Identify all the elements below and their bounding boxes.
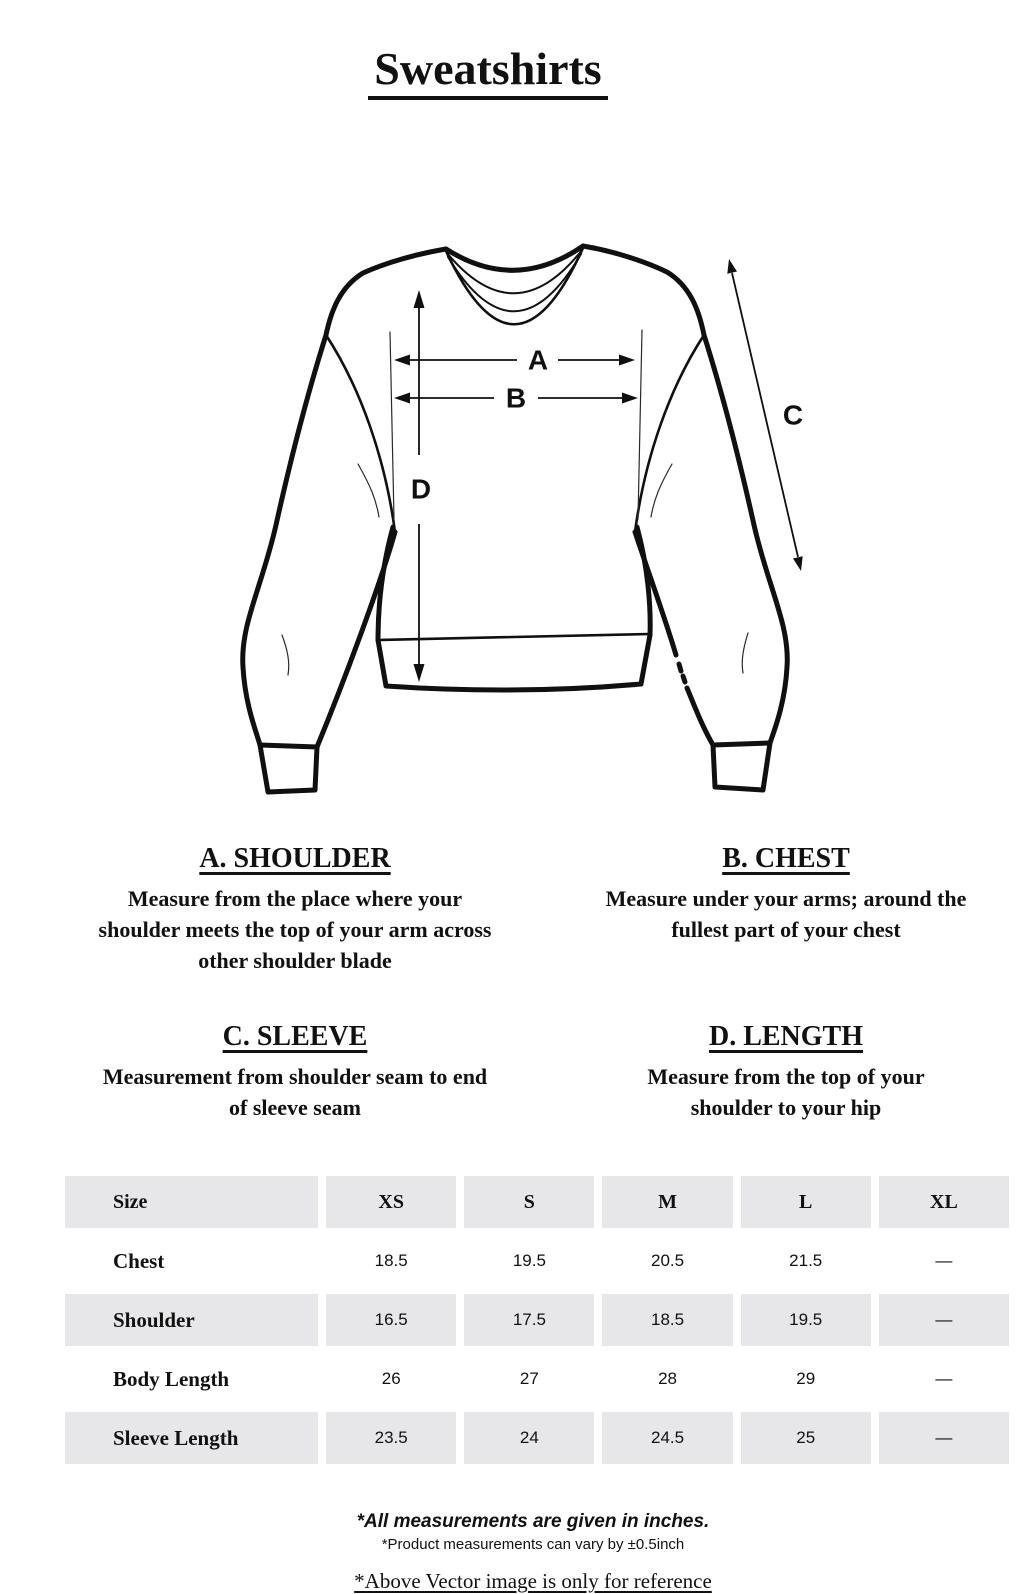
table-row-chest <box>65 1235 1009 1287</box>
left-cuff <box>260 745 317 792</box>
arrowhead-a-right <box>619 354 635 365</box>
table-row-shoulder <box>65 1294 1009 1346</box>
table-row-sleeve-length <box>65 1412 1009 1464</box>
size-value: — <box>879 1412 1009 1464</box>
size-value: 29 <box>796 1369 816 1389</box>
section-body: Measurement from shoulder seam to end of sleeve seam <box>102 1063 488 1120</box>
section-heading: C. SLEEVE <box>222 1020 368 1052</box>
row-label: Sleeve Length <box>65 1412 318 1464</box>
column-header-size: Size <box>65 1176 318 1228</box>
arrowhead-c-bottom <box>793 556 803 571</box>
left-body-side <box>378 527 393 640</box>
footnote-reference: *Above Vector image is only for reference <box>354 1569 712 1594</box>
size-value: 23.5 <box>326 1412 456 1464</box>
table-header-row <box>65 1176 1009 1228</box>
footnotes <box>0 1511 1024 1594</box>
sweatshirt-outline <box>243 246 788 792</box>
right-body-side <box>637 527 650 635</box>
size-value: — <box>935 1251 953 1271</box>
measure-label-c: C <box>782 399 804 431</box>
size-value: 19.5 <box>512 1251 546 1271</box>
section-chest <box>596 843 976 977</box>
row-label: Body Length <box>113 1366 230 1391</box>
section-body: Measure under your arms; around the fullest part of your chest <box>605 885 967 943</box>
sweatshirt-drawing <box>230 227 830 827</box>
arrowhead-c-top <box>727 259 737 274</box>
size-value: 24 <box>464 1412 594 1464</box>
arrowhead-a-left <box>394 354 410 365</box>
page-header <box>0 0 1024 131</box>
size-value: 16.5 <box>326 1294 456 1346</box>
right-seam-dashes <box>679 664 685 682</box>
footnote-inches: *All measurements are given in inches. <box>356 1511 710 1533</box>
section-sleeve <box>60 1021 530 1123</box>
size-value: 19.5 <box>741 1294 871 1346</box>
left-armpit-crease <box>358 464 379 517</box>
size-value: 18.5 <box>602 1294 732 1346</box>
right-raglan-seam <box>635 335 704 532</box>
size-value: — <box>935 1369 953 1389</box>
measure-descriptions-row-1 <box>0 843 1024 977</box>
table-row-body-length <box>65 1353 1009 1405</box>
measure-descriptions-row-2 <box>0 1021 1024 1123</box>
column-header-s: S <box>464 1176 594 1228</box>
section-body: Measure from the place where your shoulder meets the top of your arm across other shoulder blade <box>98 885 492 974</box>
size-value: 25 <box>741 1412 871 1464</box>
column-header-xs: XS <box>326 1176 456 1228</box>
section-heading: A. SHOULDER <box>199 842 391 874</box>
right-cuff <box>713 743 770 790</box>
size-value: 27 <box>519 1369 539 1389</box>
row-label: Chest <box>113 1248 165 1273</box>
arrowhead-d-top <box>414 290 425 308</box>
row-label: Shoulder <box>65 1294 318 1346</box>
size-value: 21.5 <box>789 1251 823 1271</box>
arrowhead-b-right <box>622 392 638 403</box>
measure-label-d: D <box>410 473 432 505</box>
arrowhead-b-left <box>394 392 410 403</box>
size-value: 20.5 <box>650 1251 685 1271</box>
measure-label-a: A <box>527 344 549 376</box>
section-heading: D. LENGTH <box>708 1020 864 1052</box>
section-length <box>596 1021 976 1123</box>
sweatshirt-diagram <box>0 227 1024 827</box>
size-value: 24.5 <box>602 1412 732 1464</box>
size-table <box>57 1169 1017 1471</box>
size-value: 28 <box>658 1369 677 1389</box>
size-value: 17.5 <box>464 1294 594 1346</box>
arrowhead-d-bottom <box>414 664 425 682</box>
measure-label-b: B <box>505 382 527 414</box>
size-value: 26 <box>381 1369 401 1389</box>
section-heading: B. CHEST <box>722 842 850 874</box>
size-value: 18.5 <box>374 1251 408 1271</box>
section-shoulder <box>60 843 530 977</box>
left-raglan-seam <box>326 335 395 532</box>
section-body: Measure from the top of your shoulder to your hip <box>647 1063 925 1120</box>
collar-top-line <box>446 246 583 270</box>
column-header-l: L <box>741 1176 871 1228</box>
column-header-m: M <box>602 1176 732 1228</box>
left-sleeve-crease <box>282 635 289 675</box>
right-sleeve-outer <box>583 246 787 743</box>
left-guide-line <box>390 332 394 519</box>
footnote-tolerance: *Product measurements can vary by ±0.5inch <box>381 1536 685 1554</box>
page-title: Sweatshirts <box>368 45 607 100</box>
column-header-xl: XL <box>879 1176 1009 1228</box>
right-sleeve-inner-lower <box>687 688 713 745</box>
right-armpit-crease <box>651 464 672 517</box>
size-value: — <box>879 1294 1009 1346</box>
right-sleeve-crease <box>742 633 748 673</box>
